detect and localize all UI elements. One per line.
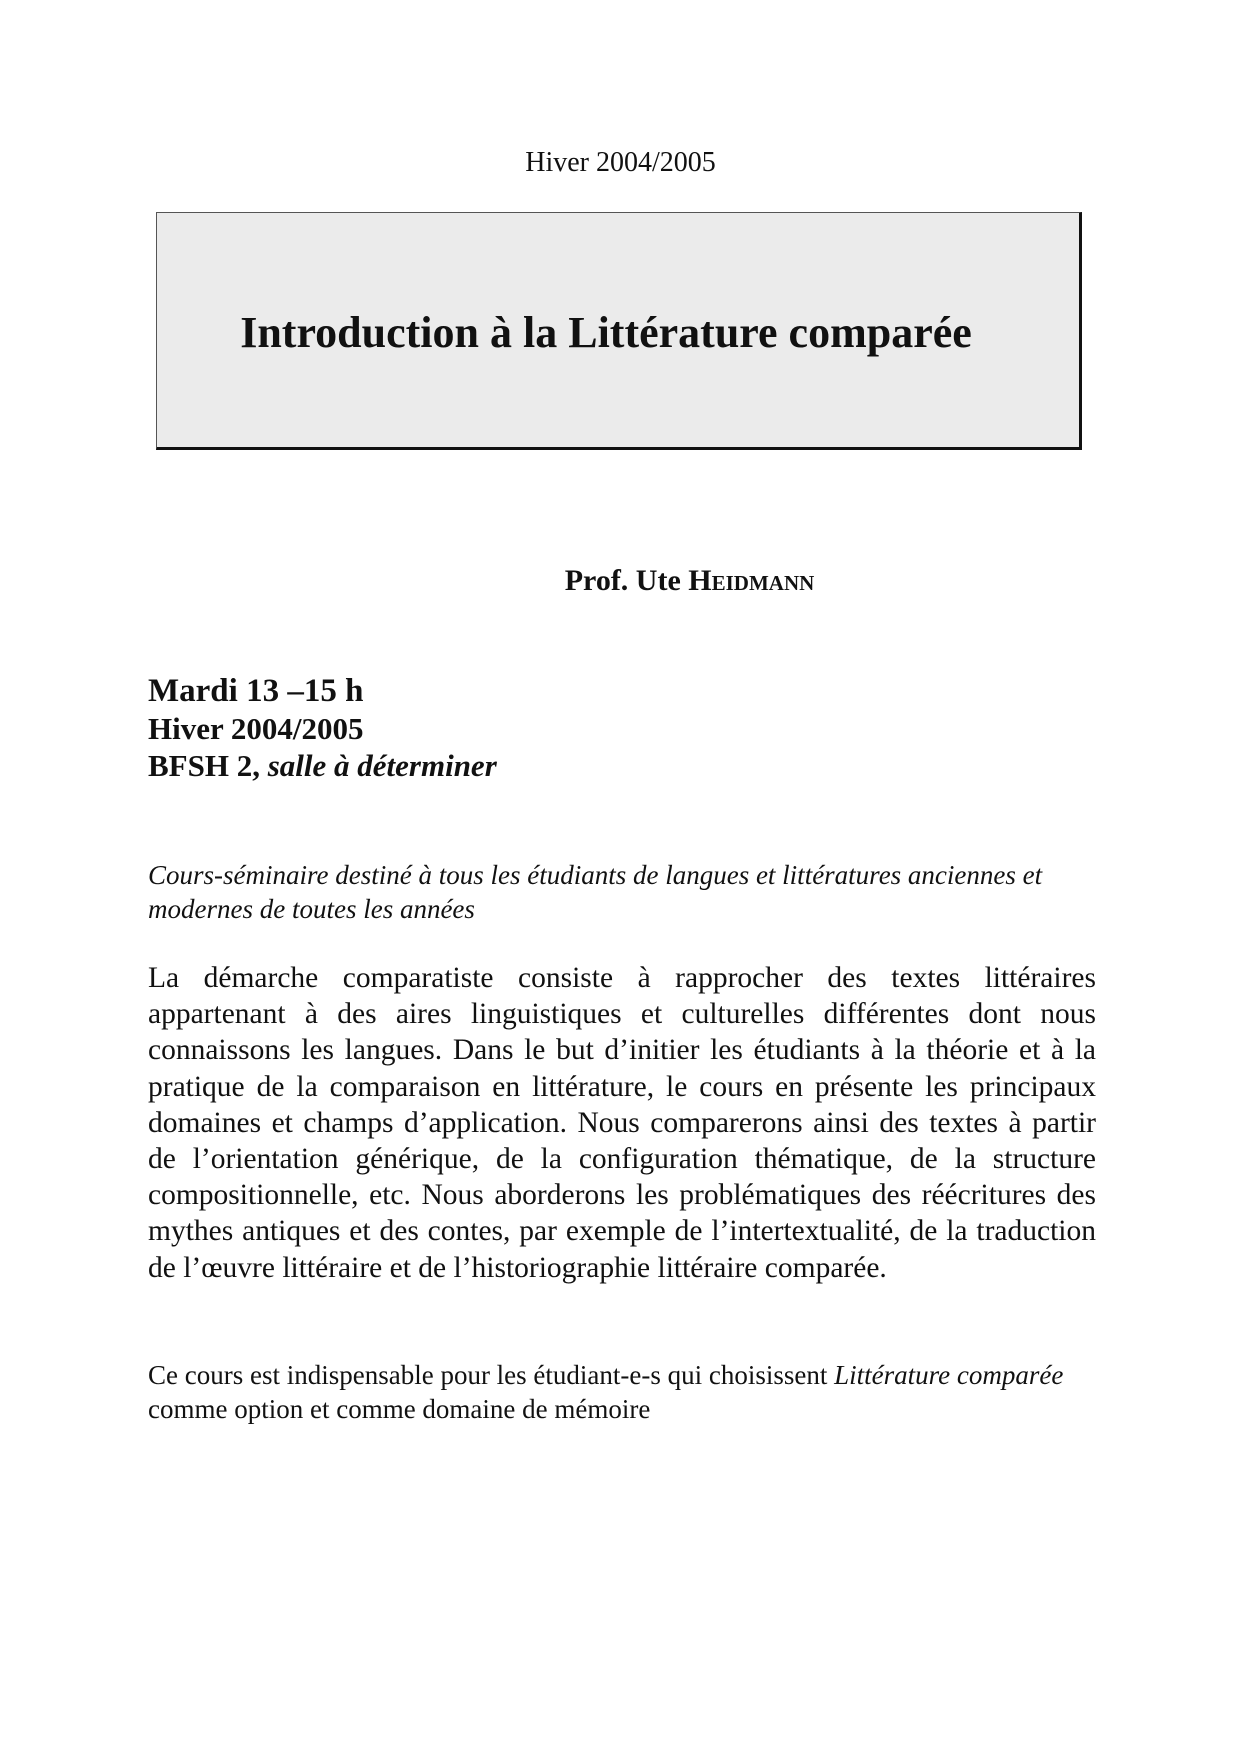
schedule-room: salle à déterminer [267,748,497,783]
description-paragraph: La démarche comparatiste consiste à rapprocher des textes littéraires appartenant à des aires linguistiques et culturelles différentes dont nous connaissons les langues. Dans le but d’initier les étudiants à la théorie et à la pratique de la comparaison en littérature, le cours en présente les principaux domaines et champs d’application. Nous comparerons ainsi des textes à partir de l’orientation générique, de la configuration thématique, de la structure compositionnelle, etc. Nous aborderons les problématiques des réécritures des mythes antiques et des contes, par exemple de l’intertextualité, de la traduction de l’œuvre littéraire et de l’historiographie littéraire comparée. [148,962,1096,1284]
schedule-building: BFSH 2, [148,748,268,783]
note-text-after: comme option et comme domaine de mémoire [148,1394,651,1424]
schedule-semester: Hiver 2004/2005 [148,711,364,746]
professor-surname: Heidmann [688,564,815,597]
audience-paragraph: Cours-séminaire destiné à tous les étudiants de langues et littératures anciennes et modernes de toutes les années [148,860,1043,924]
note-emphasis: Littérature comparée [834,1360,1064,1390]
schedule-time: Mardi 13 –15 h [148,673,364,709]
header-date: Hiver 2004/2005 [525,147,716,178]
schedule-block [148,673,1108,784]
note-text-before: Ce cours est indispensable pour les étudiant-e-s qui choisissent [148,1360,835,1390]
note-paragraph [148,1358,1098,1426]
schedule-location [148,747,1108,784]
professor-prefix: Prof. Ute [564,564,689,597]
course-title: Introduction à la Littérature comparée [240,308,972,357]
professor-name [0,563,1241,599]
title-box [156,212,1082,450]
